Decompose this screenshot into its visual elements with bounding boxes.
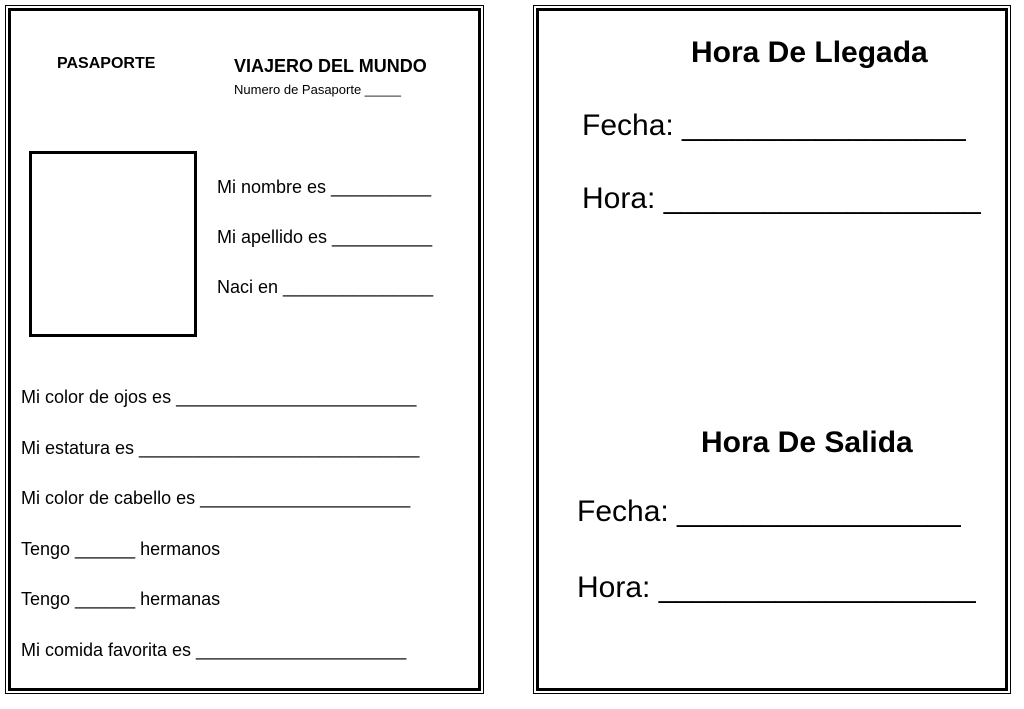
photo-placeholder xyxy=(29,151,197,337)
surname-field: Mi apellido es __________ xyxy=(217,227,433,247)
brothers-field: Tengo ______ hermanos xyxy=(21,539,221,559)
passport-title: PASAPORTE xyxy=(57,55,156,72)
departure-date-field: Fecha: _________________ xyxy=(577,495,961,528)
favorite-food-field: Mi comida favorita es _____________________ xyxy=(21,640,407,660)
sisters-field: Tengo ______ hermanas xyxy=(21,589,221,609)
arrival-date-field: Fecha: _________________ xyxy=(582,109,966,142)
hair-color-field: Mi color de cabello es _____________________ xyxy=(21,488,411,508)
birthplace-field: Naci en _______________ xyxy=(217,277,434,297)
stamp-page xyxy=(536,8,1008,691)
passport-page xyxy=(8,8,481,691)
passport-subtitle: VIAJERO DEL MUNDO xyxy=(234,56,427,76)
height-field: Mi estatura es ____________________________ xyxy=(21,438,420,458)
departure-time-field: Hora: ___________________ xyxy=(577,571,976,604)
departure-heading: Hora De Salida xyxy=(701,426,913,459)
eye-color-field: Mi color de ojos es ________________________ xyxy=(21,387,417,407)
passport-number-field: Numero de Pasaporte _____ xyxy=(234,82,401,97)
name-field: Mi nombre es __________ xyxy=(217,177,432,197)
arrival-time-field: Hora: ___________________ xyxy=(582,182,981,215)
arrival-heading: Hora De Llegada xyxy=(691,36,928,69)
